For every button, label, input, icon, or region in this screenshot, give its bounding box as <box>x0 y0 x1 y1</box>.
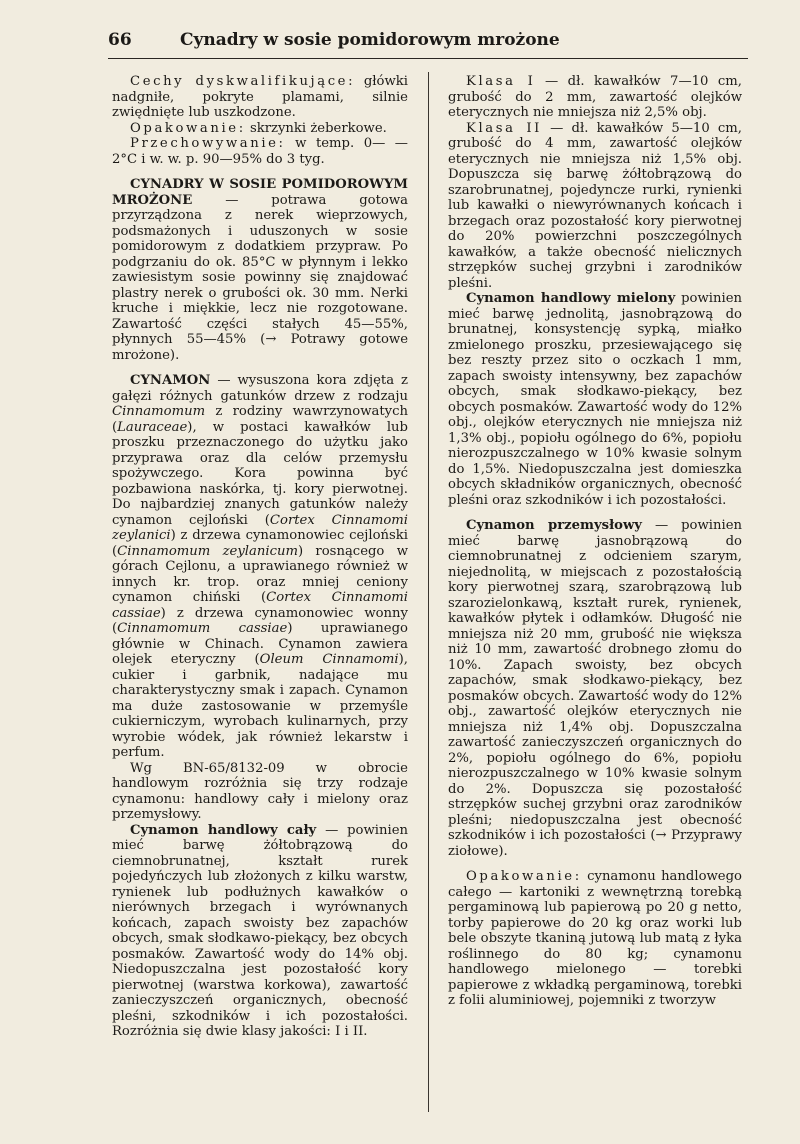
opakowanie-cynamon-text: cynamonu handlowego całego — kartoniki z wewnętrzną torebką pergaminową lub papierową po 20 g netto, torby papierowe do 20 kg oraz worki lub bele obszyte tkaniną jutową lub matą z łyka roślinnego do 80 kg; cynamonu handlowego mielonego — torebki papierowe z wkładką pergaminową, torebki z folii aluminiowej, pojemniki z tworzyw <box>448 869 742 1008</box>
przechowywanie-text: w temp. 0— —2°C i w. w. p. 90—95% do 3 tyg. <box>112 136 408 167</box>
latin-name: Lauraceae <box>117 419 188 435</box>
entry-cynamon-handlowy-mielony <box>448 291 742 508</box>
klasa-2-text: — dł. kawałków 5—10 cm, grubość do 4 mm, zawartość olejków eterycznych nie mniejsza niż 1,5% obj. Dopuszcza się barwę żółtobrązową do szarobrunatnej, pojedyncze rurki, rynienki lub kawałki o niewyrównanych końcach i brzegach oraz pozostałość kory pierwotnej do 20% powierzchni poszczególnych kawałków, a także obecność nielicznych strzępków suchej grzybni i zarodników pleśni. <box>448 120 742 291</box>
cynamon-text-3: ), w postaci kawałków lub proszku przeznaczonego do użytku jako przyprawa oraz dla celów przemysłu spożywczego. Kora powinna być pozbawiona naskórka, tj. kory pierwotnej. Do najbardziej znanych gatunków należy cynamon cejloński ( <box>112 419 408 528</box>
cynamon-text-7: ) uprawianego głównie w Chinach. Cynamon zawiera olejek eteryczny ( <box>112 621 408 667</box>
paragraph-klasa-2 <box>448 121 742 292</box>
entry-text-przemyslowy: — powinien mieć barwę jasnobrązową do ciemnobrunatnej z odcieniem szarym, niejednolitą, w miejscach z pozostałością kory pierwotnej szarą, szarobrązową lub szarozielonkawą, kształt rurek, rynienek, kawałków płytek i odłamków. Długość nie mniejsza niż 20 mm, grubość nie większa niż 10 mm, zawartość drobnego złomu do 10%. Zapach swoisty, bez obcych zapachów, smak słodkawo-piekący, bez posmaków obcych. Zawartość wody do 12% obj., zawartość olejków eterycznych nie mniejsza niż 1,4% obj. Dopuszczalna zawartość zanieczyszczeń organicznych do 2%, popiołu ogólnego do 6%, popiołu nierozpuszczalnego w 10% kwasie solnym do 2%. Dopuszcza się pozostałość strzępków suchej grzybni oraz zarodników pleśni; niedopuszczalna jest obecność szkodników i ich pozostałości (→ Przyprawy ziołowe). <box>448 518 743 859</box>
paragraph-przechowywanie <box>112 136 408 167</box>
running-title: Cynadry w sosie pomidorowym mrożone <box>180 30 560 50</box>
paragraph-opakowanie-cynamon <box>448 869 742 1009</box>
entry-cynadry <box>112 177 408 363</box>
paragraph-klasa-1 <box>448 74 742 121</box>
entry-cynamon <box>112 373 408 761</box>
cynamon-text-8: ), cukier i garbnik, nadające mu charakterystyczny smak i zapach. Cynamon ma duże zastosowanie w przemyśle cukierniczym, wyrobach kulinarnych, przy wyrobie wódek, jak również lekarstw i perfum. <box>112 652 408 760</box>
klasa-1-label: Klasa I <box>466 74 536 89</box>
entry-term-przemyslowy: Cynamon przemysłowy <box>466 518 642 533</box>
cynamon-text-2: z rodziny wawrzynowatych ( <box>112 404 408 435</box>
opakowanie-label: Opakowanie: <box>130 120 246 136</box>
paragraph-bn: Wg BN-65/8132-09 w obrocie handlowym rozróżnia się trzy rodzaje cynamonu: handlowy cały i mielony oraz przemysłowy. <box>112 760 408 822</box>
entry-cynamon-przemyslowy <box>448 518 742 859</box>
klasa-2-label: Klasa II <box>466 120 542 136</box>
latin-name: Cortex Cinnamomi cassiae <box>112 590 408 621</box>
latin-name: Cinnamomum <box>112 404 206 419</box>
opakowanie-text: skrzynki żeberkowe. <box>249 120 387 136</box>
entry-text-mielony: powinien mieć barwę jednolitą, jasnobrązową do brunatnej, konsystencję sypką, miałko zmielonego proszku, przesiewającego się bez reszty przez sito o oczkach 1 mm, zapach swoisty intensywny, bez zapachów obcych, smak słodkawo-piekący, bez obcych posmaków. Zawartość wody do 12% obj., olejków eterycznych nie mniejsza niż 1,3% obj., popiołu ogólnego do 6%, popiołu nierozpuszczalnego w 10% kwasie solnym do 1,5%. Niedopuszczalna jest domieszka obcych składników organicznych, obecność pleśni oraz szkodników i ich pozostałości. <box>448 291 742 508</box>
entry-term-mielony: Cynamon handlowy mielony <box>466 291 676 306</box>
cechy-text: główki nadgniłe, pokryte plamami, silnie zwiędnięte lub uszkodzone. <box>112 74 408 120</box>
cynamon-text-1: — wysuszona kora zdjęta z gałęzi różnych gatunków drzew z rodzaju <box>112 373 408 404</box>
page-header <box>108 28 748 59</box>
entry-cynamon-handlowy-caly <box>112 823 408 1040</box>
entry-text-cynadry: — potrawa gotowa przyrządzona z nerek wieprzowych, podsmażonych i uduszonych w sosie pomidorowym z dodatkiem przypraw. Po podgrzaniu do ok. 85°C w płynnym i lekko zawiesistym sosie powinny się znajdować plastry nerek o grubości ok. 30 mm. Nerki kruche i miękkie, lecz nie rozgotowane. Zawartość części stałych 45—55%, płynnych 55—45% (→ Potrawy gotowe mrożone). <box>112 192 408 363</box>
entry-term-cynamon: CYNAMON <box>130 373 211 388</box>
cynamon-text-4: ) z drzewa cynamonowiec cejloński ( <box>112 528 408 559</box>
cechy-label: Cechy dyskwalifikujące: <box>130 74 356 89</box>
klasa-1-text: — dł. kawałków 7—10 cm, grubość do 2 mm, zawartość olejków eterycznych nie mniejsza niż 2,5% obj. <box>448 74 742 120</box>
latin-name: Cinnamomum zeylanicum <box>117 543 298 559</box>
opakowanie-cynamon-label: Opakowanie: <box>466 869 582 884</box>
cynamon-text-5: ) rosnącego w górach Cejlonu, a uprawianego również w innych kr. trop. oraz mniej ceniony cynamon chiński ( <box>112 543 408 605</box>
page-number: 66 <box>108 30 132 50</box>
przechowywanie-label: Przechowywanie: <box>130 136 286 151</box>
left-column <box>112 74 408 1040</box>
entry-term-caly: Cynamon handlowy cały <box>130 822 317 838</box>
entry-term-cynadry: CYNADRY W SOSIE POMIDOROWYM MROŻONE <box>112 177 408 208</box>
right-column <box>448 74 742 1009</box>
paragraph-opakowanie <box>112 121 408 137</box>
cynamon-text-6: ) z drzewa cynamonowiec wonny ( <box>112 605 408 636</box>
entry-text-caly: — powinien mieć barwę żółtobrązową do ciemnobrunatnej, kształt rurek pojedyńczych lub złożonych z kilku warstw, rynienek lub podłużnych kawałków o nierównych brzegach i wyrównanych końcach, zapach swoisty bez zapachów obcych, smak słodkawo-piekący, bez obcych posmaków. Zawartość wody do 14% obj. Niedopuszczalna jest pozostałość kory pierwotnej (warstwa korkowa), zawartość zanieczyszczeń organicznych, obecność pleśni, szkodników i ich pozostałości. Rozróżnia się dwie klasy jakości: I i II. <box>112 822 409 1039</box>
latin-name: Oleum Cinnamomi <box>259 652 399 667</box>
latin-name: Cortex Cinnamomi zeylanici <box>112 512 408 543</box>
paragraph-cechy <box>112 74 408 121</box>
latin-name: Cinnamomum cassiae <box>117 621 288 636</box>
column-divider <box>428 72 429 1112</box>
